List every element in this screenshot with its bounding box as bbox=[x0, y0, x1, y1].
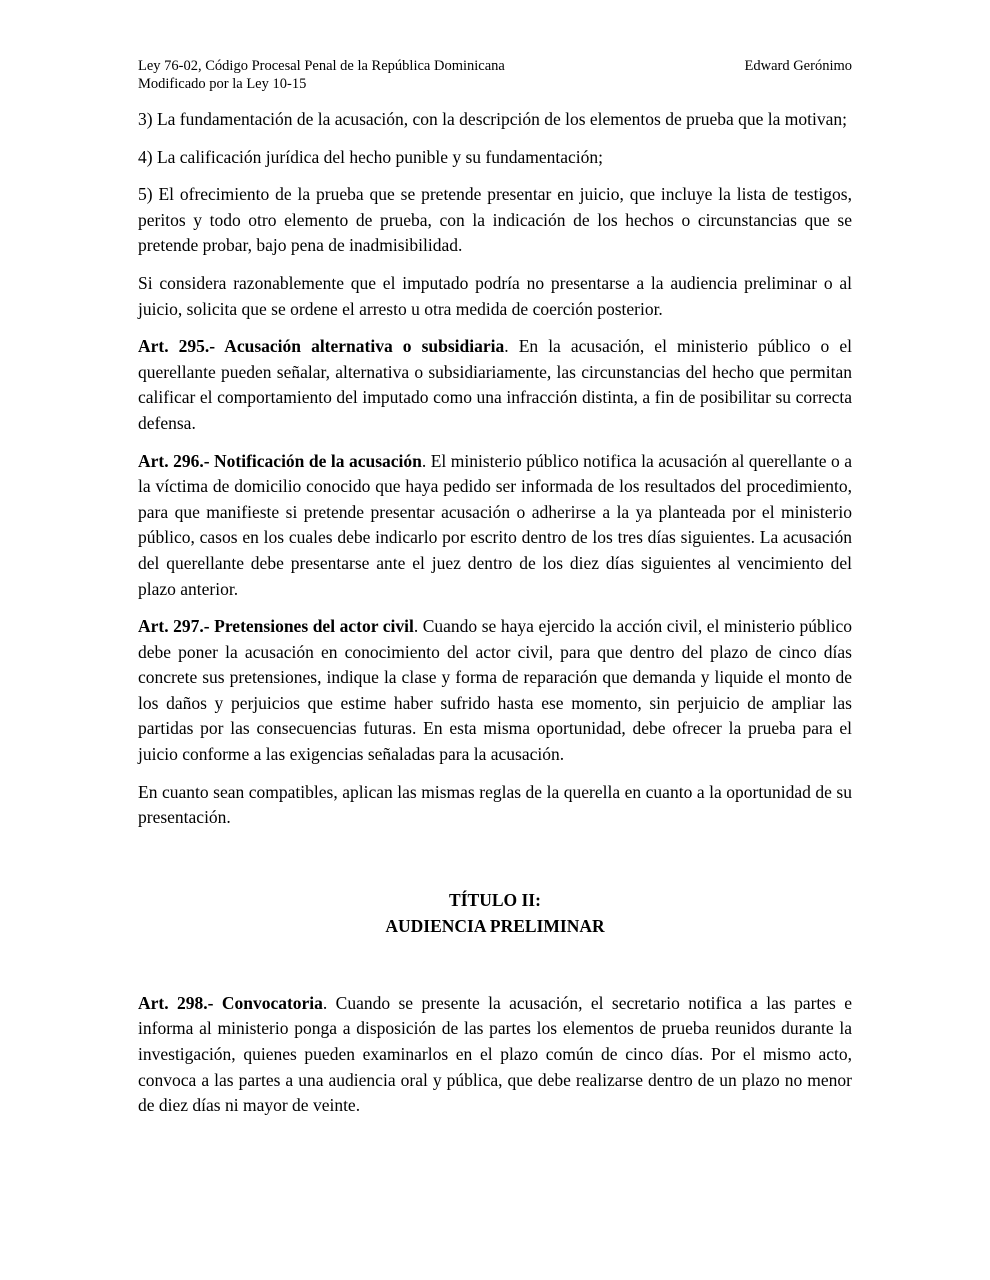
article-297-text: . Cuando se haya ejercido la acción civil, el ministerio público debe poner la acusación en conocimiento del actor civil, para que dentro del plazo de cinco días concrete sus pretensiones, indique la clase y forma de reparación que demanda y liquide el monto de los daños y perjuicios que estime haber sufrido hasta ese momento, sin perjuicio de ampliar las partidas por las consecuencias futuras. En esta misma oportunidad, debe ofrecer la prueba para el juicio conforme a las exigencias señaladas para la acusación. bbox=[138, 616, 852, 765]
article-296 bbox=[138, 449, 852, 603]
article-298 bbox=[138, 991, 852, 1119]
article-297-heading: Art. 297.- Pretensiones del actor civil bbox=[138, 616, 414, 637]
article-295 bbox=[138, 334, 852, 436]
paragraph-item-3: 3) La fundamentación de la acusación, con la descripción de los elementos de prueba que la motivan; bbox=[138, 109, 847, 129]
header-left bbox=[138, 57, 505, 93]
paragraph-compatibility: En cuanto sean compatibles, aplican las mismas reglas de la querella en cuanto a la oportunidad de su presentación. bbox=[138, 781, 852, 828]
page-header bbox=[138, 57, 852, 93]
document-body bbox=[138, 107, 852, 1119]
section-title-name: AUDIENCIA PRELIMINAR bbox=[385, 915, 605, 936]
article-298-text: . Cuando se presente la acusación, el secretario notifica a las partes e informa al ministerio ponga a disposición de las partes los elementos de prueba reunidos durante la investigación, quienes pueden examinarlos en el plazo común de cinco días. Por el mismo acto, convoca a las partes a una audiencia oral y pública, que debe realizarse dentro de un plazo no menor de diez días ni mayor de veinte. bbox=[138, 992, 852, 1116]
paragraph-item-5: 5) El ofrecimiento de la prueba que se pretende presentar en juicio, que incluye la lista de testigos, peritos y todo otro elemento de prueba, con la indicación de los hechos o circunstancias que se pretende probar, bajo pena de inadmisibilidad. bbox=[138, 184, 852, 256]
paragraph-arrest: Si considera razonablemente que el imputado podría no presentarse a la audiencia preliminar o al juicio, solicita que se ordene el arresto u otra medida de coerción posterior. bbox=[138, 272, 852, 319]
section-title bbox=[138, 887, 852, 939]
article-295-text: . En la acusación, el ministerio público o el querellante pueden señalar, alternativa o subsidiariamente, las circunstancias del hecho que permitan calificar el comportamiento del imputado como una infracción distinta, a fin de posibilitar su correcta defensa. bbox=[138, 336, 852, 433]
article-297 bbox=[138, 614, 852, 768]
article-296-heading: Art. 296.- Notificación de la acusación bbox=[138, 450, 422, 471]
article-296-text: . El ministerio público notifica la acusación al querellante o a la víctima de domicilio conocido que haya pedido ser informada de los resultados del procedimiento, para que manifieste si pretende presentar acusación o adherirse a la ya planteada por el ministerio público, casos en los cuales debe indicarlo por escrito dentro de los tres días siguientes. La acusación del querellante debe presentarse ante el juez dentro de los diez días siguientes al vencimiento del plazo anterior. bbox=[138, 450, 852, 599]
article-295-heading: Art. 295.- Acusación alternativa o subsidiaria bbox=[138, 336, 505, 357]
header-author: Edward Gerónimo bbox=[744, 58, 852, 74]
article-298-heading: Art. 298.- Convocatoria bbox=[138, 992, 323, 1013]
header-law-title: Ley 76-02, Código Procesal Penal de la República Dominicana bbox=[138, 58, 505, 74]
paragraph-item-4: 4) La calificación jurídica del hecho punible y su fundamentación; bbox=[138, 146, 604, 167]
section-title-number: TÍTULO II: bbox=[449, 889, 541, 910]
header-modified-by: Modificado por la Ley 10-15 bbox=[138, 76, 307, 92]
document-page bbox=[138, 57, 852, 1131]
